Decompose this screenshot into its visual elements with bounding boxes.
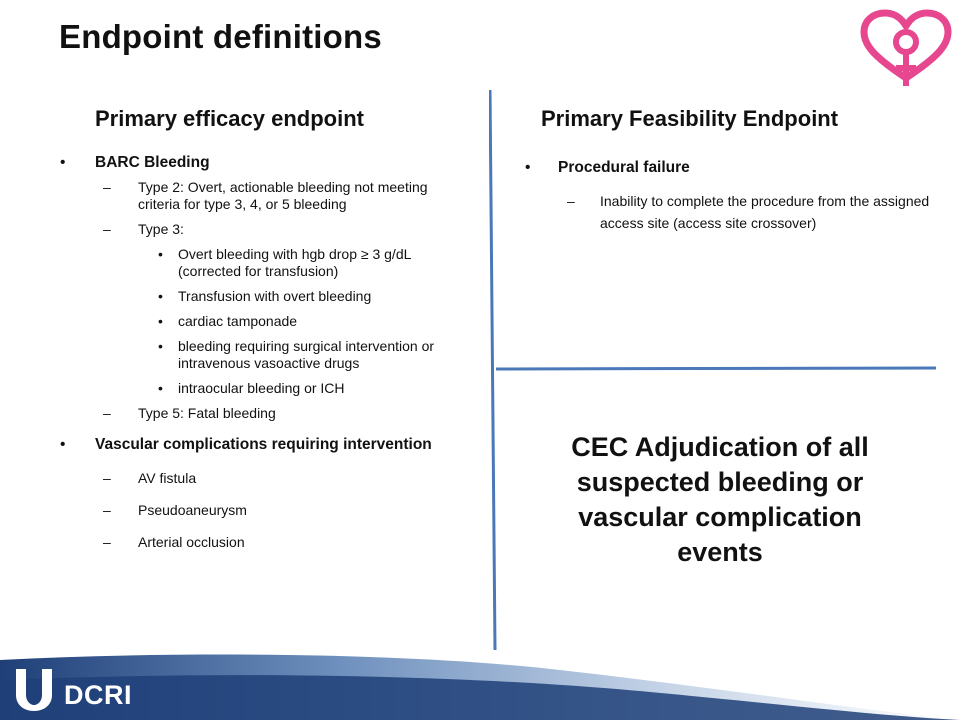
type3-item: • bleeding requiring surgical intervention or intravenous vasoactive drugs — [60, 338, 450, 372]
procedural-failure-detail: – Inability to complete the procedure from the assigned access site (access site crossover) — [525, 190, 935, 234]
efficacy-list — [60, 150, 450, 551]
type3-item: • intraocular bleeding or ICH — [60, 380, 450, 397]
duke-shield-icon — [12, 665, 56, 711]
type3-item: • cardiac tamponade — [60, 313, 450, 330]
horizontal-divider — [496, 362, 936, 374]
slide-title: Endpoint definitions — [59, 18, 382, 55]
vascular-bullet: • Vascular complications requiring intervention — [60, 435, 450, 455]
heart-venus-logo-icon — [856, 8, 956, 88]
cec-adjudication-text: CEC Adjudication of all suspected bleeding or vascular complication events — [571, 432, 869, 567]
footer-brand: DCRI — [64, 680, 132, 710]
feasibility-list — [525, 158, 935, 234]
footer-band — [0, 630, 960, 720]
barc-type2: – Type 2: Overt, actionable bleeding not meeting criteria for type 3, 4, or 5 bleeding — [60, 179, 450, 213]
barc-type3: – Type 3: — [60, 221, 450, 238]
efficacy-heading: Primary efficacy endpoint — [95, 106, 364, 131]
feasibility-heading: Primary Feasibility Endpoint — [541, 106, 839, 131]
vascular-item: – AV fistula — [60, 470, 450, 487]
vascular-item: – Arterial occlusion — [60, 534, 450, 551]
type3-item: • Transfusion with overt bleeding — [60, 288, 450, 305]
vascular-item: – Pseudoaneurysm — [60, 502, 450, 519]
type3-item: • Overt bleeding with hgb drop ≥ 3 g/dL (corrected for transfusion) — [60, 246, 450, 280]
procedural-failure-bullet: • Procedural failure — [525, 158, 935, 178]
barc-bullet: • BARC Bleeding — [60, 153, 450, 173]
barc-type5: – Type 5: Fatal bleeding — [60, 405, 450, 422]
